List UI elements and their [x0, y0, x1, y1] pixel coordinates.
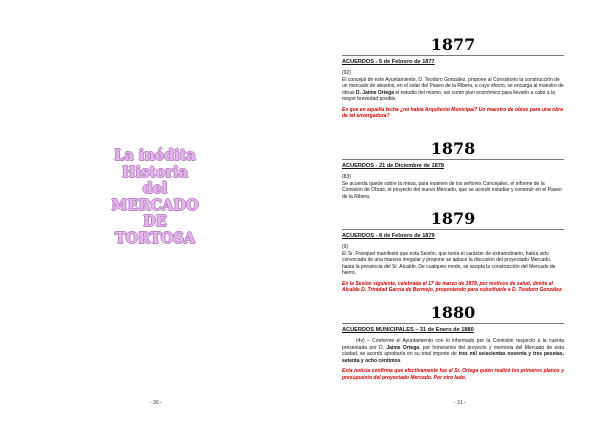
book-title — [100, 148, 210, 248]
section-1879 — [342, 210, 564, 294]
year-heading: 1880 — [430, 303, 476, 322]
bold-name: Jaime Ortega — [386, 344, 420, 351]
year-heading: 1879 — [430, 209, 476, 228]
bold-name: D. Jaime Ortega — [355, 89, 394, 96]
agreement-heading: ACUERDOS - 21 de Diciembre de 1878 — [342, 163, 444, 169]
agreement-heading: ACUERDOS - 8 de Febrero de 1879 — [342, 233, 435, 239]
agreement-text: (4v) – Conforme el Ayuntamiento con lo informado por la Comisión respecto a la cuenta presentada por D. Jaime Ortega, por honorarios del proyecto y memoria del Mercado de esta ciudad, se acordó aprobarla en su total importe de tres mil seiscientas noventa y tres pesetas, setenta y ocho céntimos. — [342, 338, 564, 364]
author-note: En la Sesión siguiente, celebrada el 17 de marzo de 1879, por motivos de salud, dimite el Alcalde D. Trinidad García de Bermejo, proponiendo para substituirle a D. Teodoro González. — [342, 280, 563, 293]
agreement-heading: ACUERDOS - 5 de Febrero de 1877 — [342, 59, 435, 65]
record-number: (92) — [342, 70, 351, 76]
section-1880 — [342, 304, 564, 381]
divider — [342, 55, 564, 56]
agreement-text: El Sr. Franquet manifestó que esta Sesión, que tenía el carácter de extraordinario, había sido convocada de una manera irregular y propone se aplace la discusión del proyectado Mercado, hasta la presencia del Sr. Alcalde. De cualquier modo, se acepta la construcción del Mercado de hierro. — [342, 250, 556, 276]
section-1878 — [342, 140, 564, 200]
page-number: - 30 - — [150, 400, 162, 406]
agreement-text: Se acuerda quede sobre la mesa, para examen de los señores Concejales, el informe de la Comisión de Obras, el proyecto del nuevo Mercado, que se acordó estudiar y construir en el Paseo de la Ribera. — [342, 180, 562, 200]
section-1877 — [342, 36, 564, 120]
title-line: DE — [143, 213, 167, 231]
title-line: del — [142, 180, 168, 198]
title-line: TORTOSA — [114, 229, 196, 247]
divider — [342, 159, 564, 160]
author-note: Esta noticia confirma que efectivamente fue el Sr. Ortega quien realizó los primeros planos y presupuesto del proyectado Mercado. Por otro lado, — [342, 368, 564, 381]
page-number: - 31 - — [454, 400, 466, 406]
agreement-heading: ACUERDOS MUNICIPALES – 31 de Enero de 1880 — [342, 327, 474, 333]
bold-amount: tres mil seiscientas noventa y tres pesetas, setenta y ocho céntimos — [342, 351, 564, 364]
year-heading: 1878 — [430, 139, 476, 158]
agreement-text: El concejal de este Ayuntamiento, D. Teodoro González, propone al Consistorio la construcción de un mercado de abastos, en el solar del Paseo de la Ribera, a cuyo efecto, se encarga al maestro de obras D. Jaime Ortega el estudio del mismo, así como plan económico para llevarlo a cabo a la mayor brevedad posible. — [342, 76, 564, 102]
right-page — [300, 0, 600, 424]
divider — [342, 323, 564, 324]
year-heading: 1877 — [430, 35, 476, 54]
author-note: Es que en aquella fecha ¿no había Arquitecto Municipal? Un maestro de obras para una obra de tal envergadura? — [342, 106, 563, 119]
divider — [342, 229, 564, 230]
title-line: La inédita — [114, 147, 196, 164]
title-line: Historia — [121, 163, 189, 181]
title-line: MERCADO — [111, 196, 199, 214]
record-number: (9) — [342, 244, 349, 250]
record-number: (83) — [342, 174, 351, 180]
